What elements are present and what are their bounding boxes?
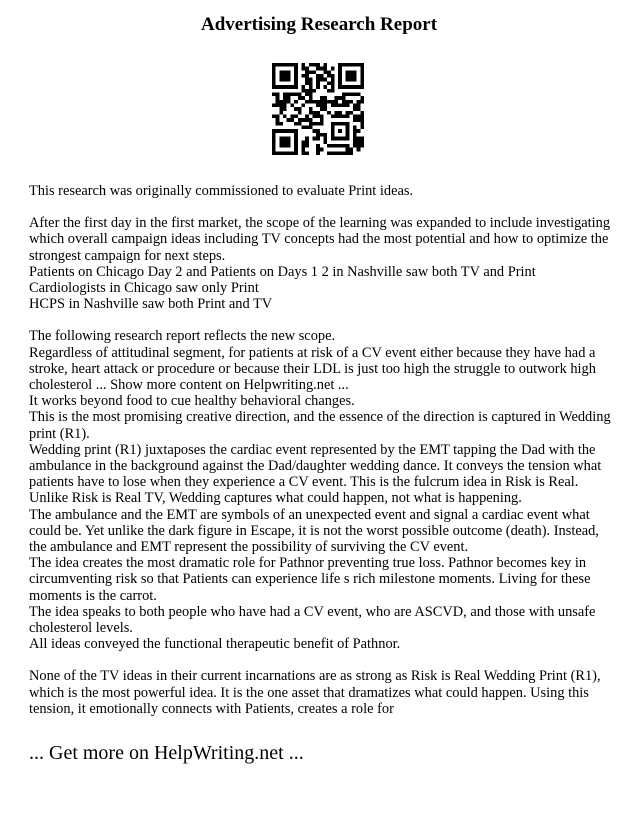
intro-paragraph: This research was originally commissioned to evaluate Print ideas. (29, 183, 414, 199)
scope-line: HCPS in Nashville saw both Print and TV (29, 296, 273, 313)
finding-paragraph: The idea creates the most dramatic role for Pathnor preventing true loss. Pathnor becomes key in circumventing risk so that Patients can experience life s rich milestone moments. Living for these moments is the carrot. (29, 555, 591, 604)
finding-paragraph: The following research report reflects the new scope. (29, 328, 336, 345)
scope-line: Patients on Chicago Day 2 and Patients on Days 1 2 in Nashville saw both TV and Print (29, 263, 536, 280)
scope-line: Cardiologists in Chicago saw only Print (29, 280, 259, 297)
scope-paragraph: After the first day in the first market, the scope of the learning was expanded to include investigating which overall campaign ideas including TV concepts had the most potential and how to optimize the strongest campaign for next steps. (29, 215, 611, 264)
finding-paragraph: The idea speaks to both people who have had a CV event, who are ASCVD, and those with unsafe cholesterol levels. (29, 603, 596, 637)
report-body (29, 183, 615, 717)
qr-code[interactable] (272, 63, 364, 155)
finding-paragraph: All ideas conveyed the functional therapeutic benefit of Pathnor. (29, 636, 401, 653)
finding-paragraph: The ambulance and the EMT are symbols of an unexpected event and signal a cardiac event what could be. Yet unlike the dark figure in Escape, it is not the worst possible outcome (death). Instead, the ambulance and EMT represent the possibility of surviving the CV event. (29, 506, 599, 556)
finding-paragraph: Unlike Risk is Real TV, Wedding captures what could happen, not what is happening. (29, 490, 522, 507)
conclusion-paragraph: None of the TV ideas in their current incarnations are as strong as Risk is Real Wedding Print (R1), which is the most powerful idea. It is the one asset that dramatizes what could happen. Using this tension, it emotionally connects with Patients, creates a role for (29, 668, 601, 717)
finding-paragraph: Regardless of attitudinal segment, for patients at risk of a CV event either because they have had a stroke, heart attack or procedure or because their LDL is just too high the struggle to outwork high cholesterol ... Show more content on Helpwriting.net ... (29, 344, 596, 394)
page-title: Advertising Research Report (200, 14, 438, 35)
get-more-link[interactable]: ... Get more on HelpWriting.net ... (29, 742, 304, 764)
finding-paragraph: Wedding print (R1) juxtaposes the cardiac event represented by the EMT tapping the Dad with the ambulance in the background against the Dad/daughter wedding dance. It conveys the tension what patients have to lose when they experience a CV event. This is the fulcrum idea in Risk is Real. (29, 441, 602, 491)
finding-paragraph: It works beyond food to cue healthy behavioral changes. (29, 393, 355, 410)
finding-paragraph: This is the most promising creative direction, and the essence of the direction is captured in Wedding print (R1). (29, 409, 611, 442)
